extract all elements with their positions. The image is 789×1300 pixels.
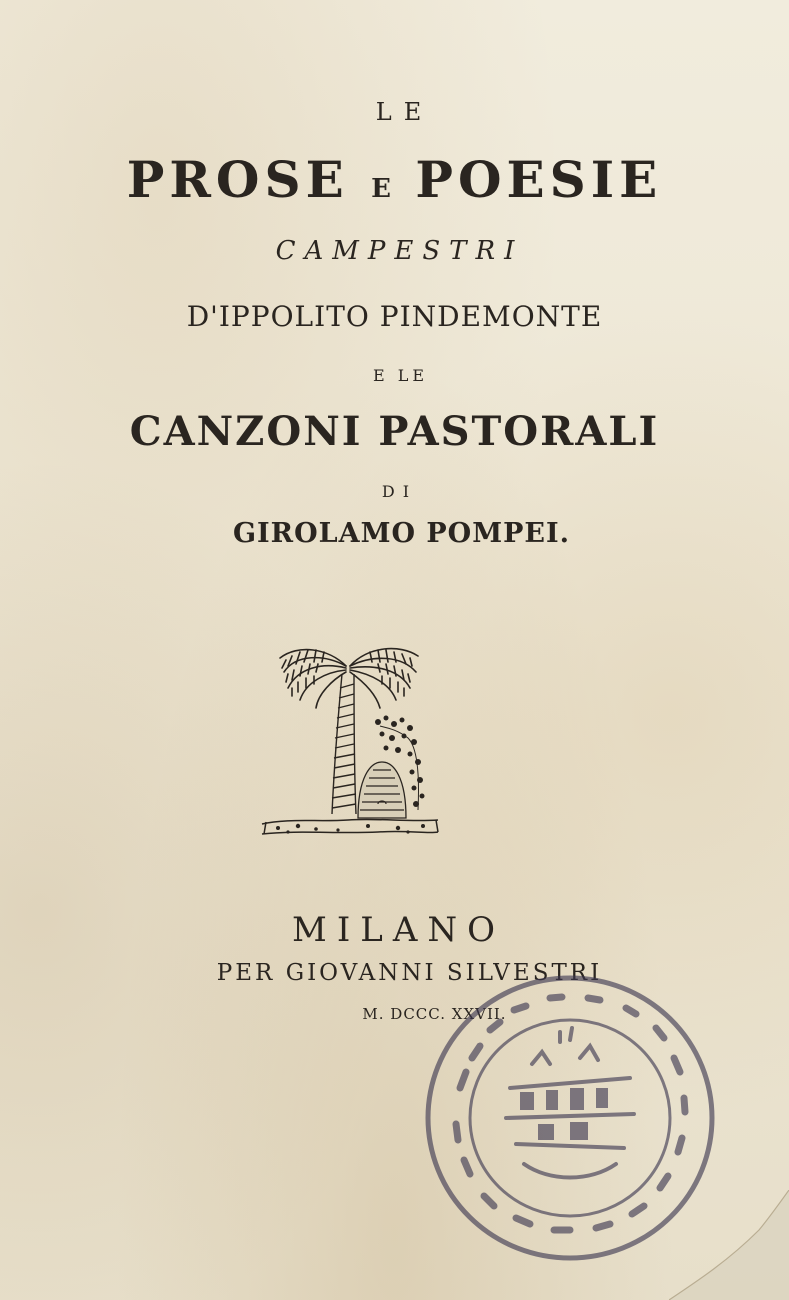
title-poesie: POESIE (415, 150, 663, 209)
title-canzoni-pastorali: CANZONI PASTORALI (129, 408, 660, 455)
title-prose-e-poesie (0, 150, 789, 209)
author-pompei: GIROLAMO POMPEI. (232, 518, 570, 549)
imprint-date: M. DCCC. XXVII. (362, 1005, 507, 1023)
palm-tree-beehive-vignette-icon (258, 638, 442, 844)
title-le: LE (375, 98, 434, 126)
imprint-publisher: PER GIOVANNI SILVESTRI (216, 960, 603, 986)
title-prose: PROSE (126, 150, 349, 209)
torn-corner-icon (669, 1190, 789, 1300)
title-di: DI (381, 482, 418, 501)
title-campestri: CAMPESTRI (275, 236, 524, 266)
title-conjunction-e: E (371, 174, 393, 204)
imprint-city: MILANO (292, 910, 505, 950)
author-pindemonte: D'IPPOLITO PINDEMONTE (186, 300, 603, 333)
title-e-le: E LE (372, 366, 429, 385)
